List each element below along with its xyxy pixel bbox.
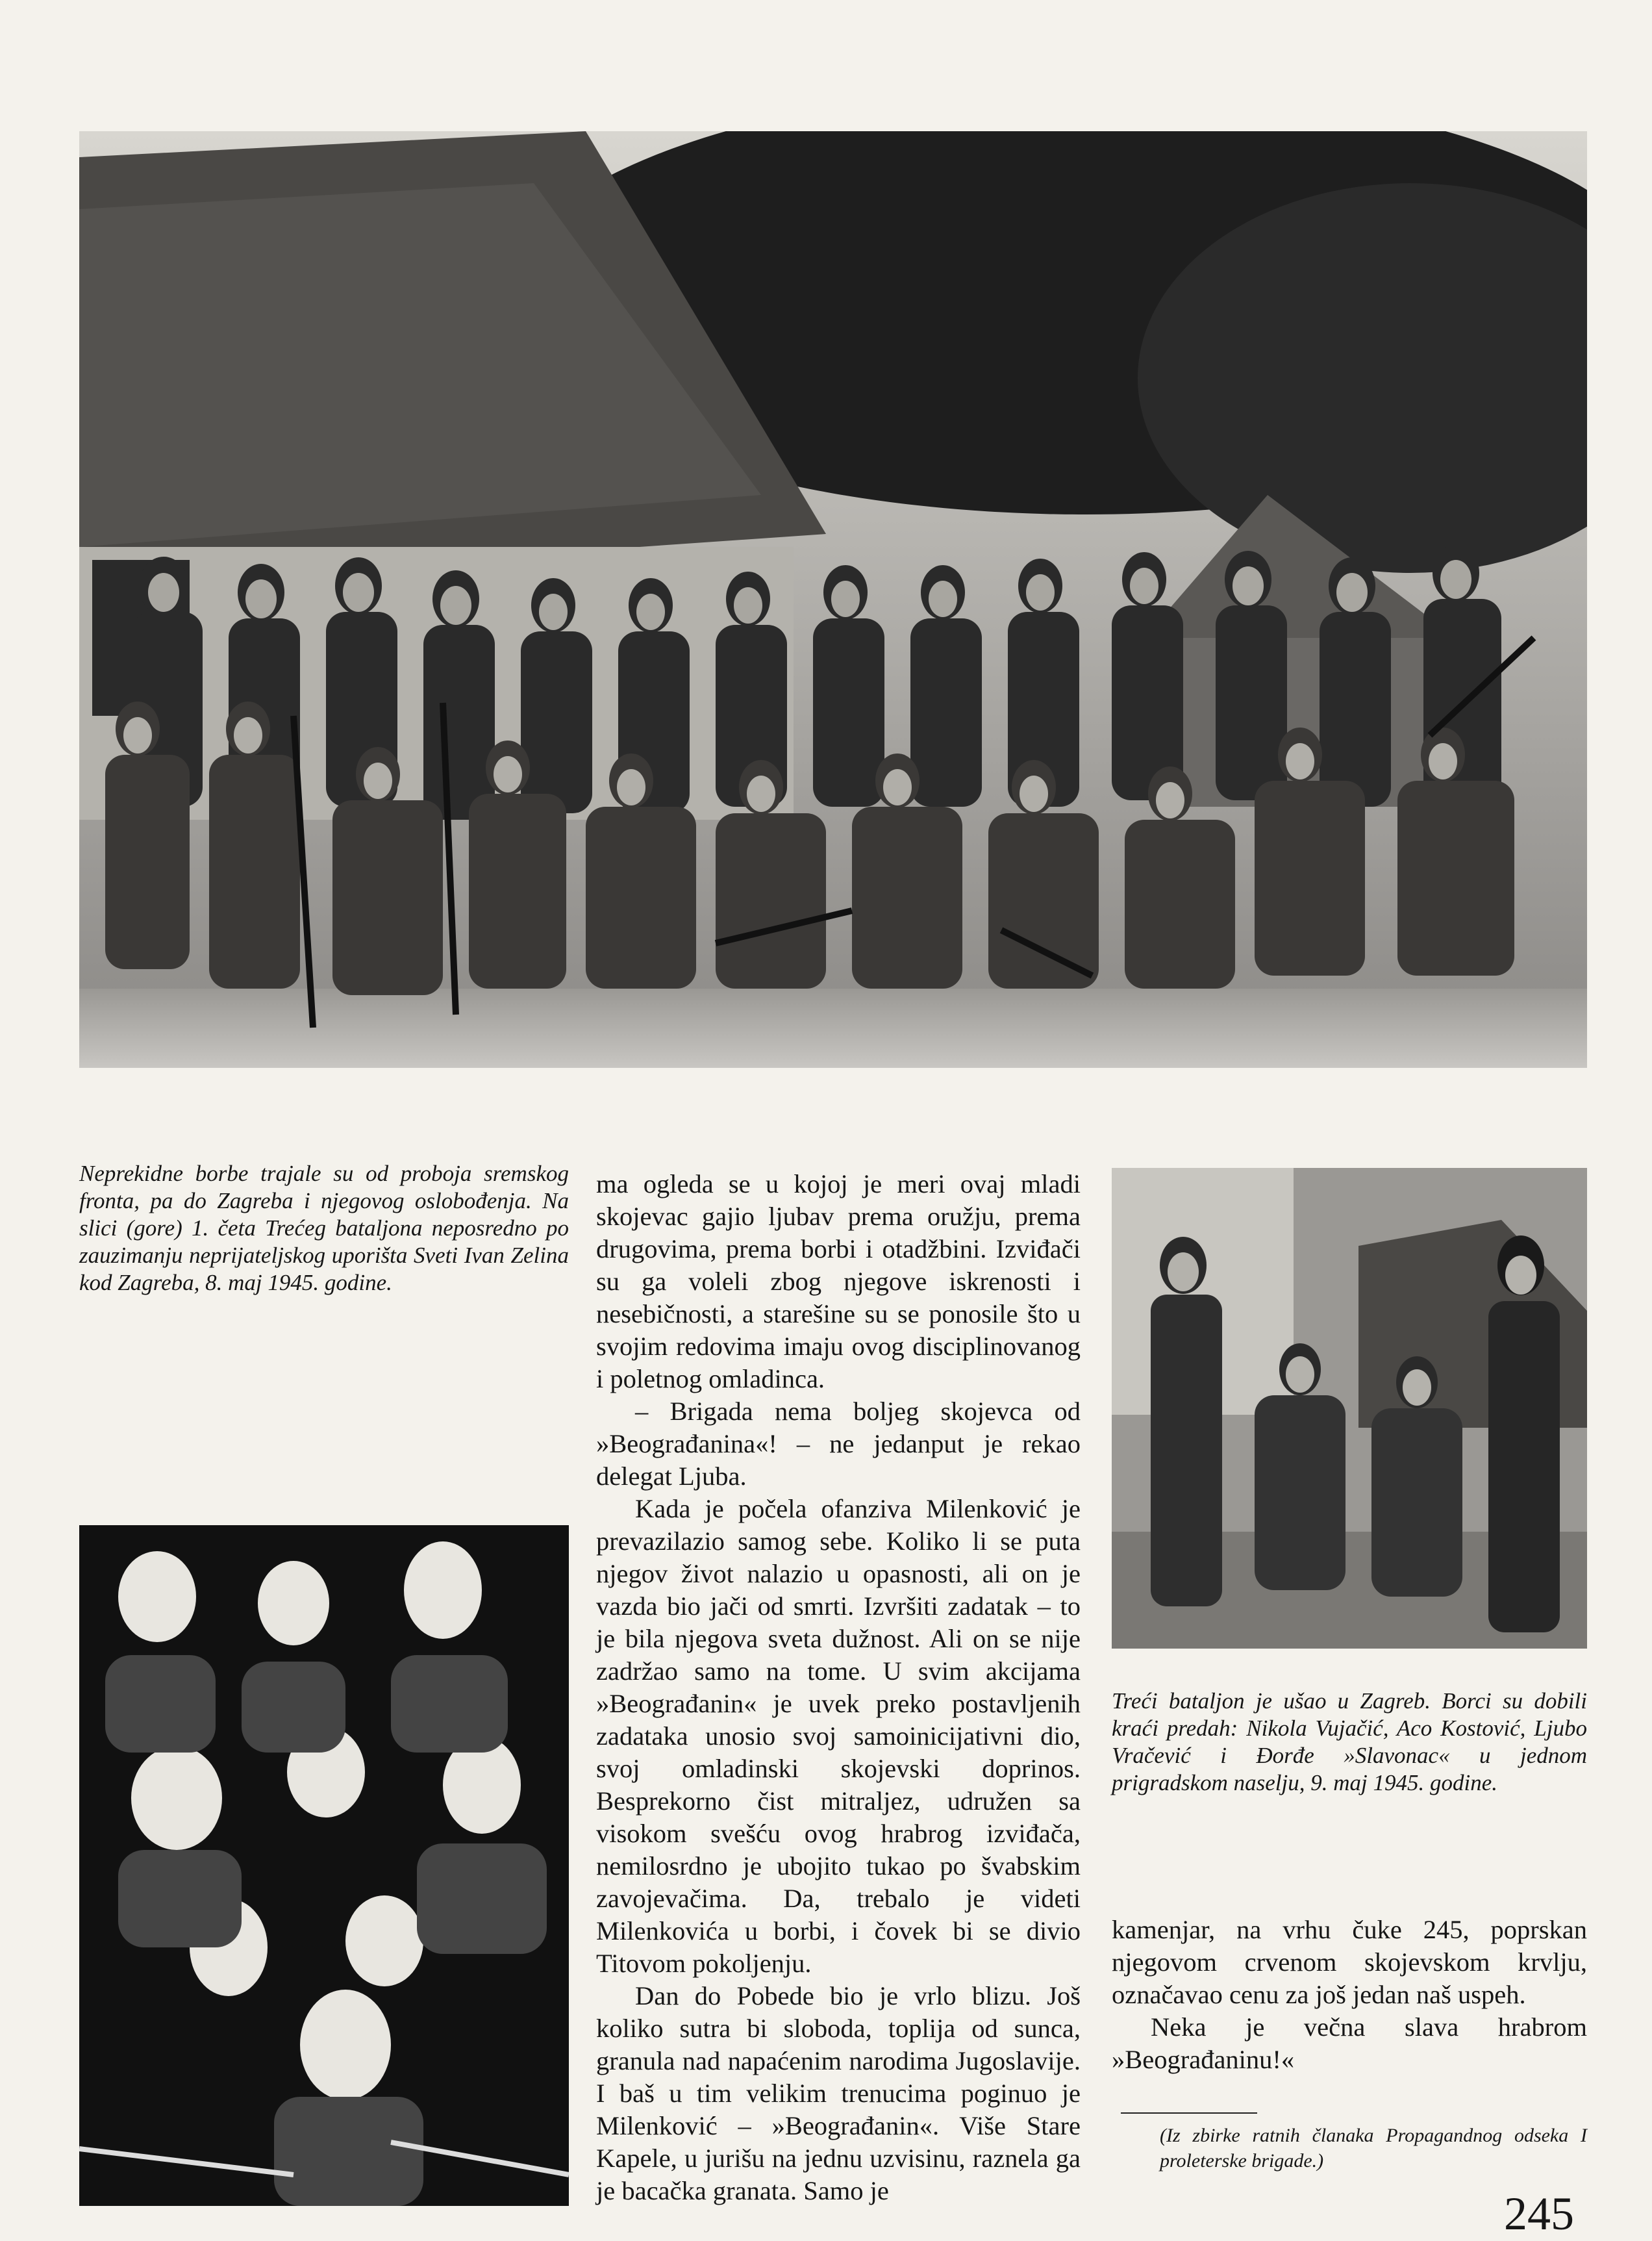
group-photo-icon: [79, 1525, 569, 2206]
right-photo: [1112, 1168, 1587, 1649]
paragraph-5: kamenjar, na vrhu čuke 245, poprskan njegovom crvenom skojevskom krvlju, označavao cenu za još jedan naš uspeh.: [1112, 1915, 1587, 2010]
footnote-rule: [1121, 2112, 1257, 2114]
group-photo-icon: [1112, 1168, 1587, 1649]
caption-top-photo: [79, 1160, 569, 1297]
paragraph-1: ma ogleda se u kojoj je meri ovaj mladi skojevac gajio ljubav prema oružju, prema drugovima, prema borbi i otadžbini. Izviđači su ga voleli zbog njegove iskrenosti i nesebičnosti, a starešine su se ponosile što u svojim redovima imaju ovog disciplinovanog i poletnog omladinca.: [596, 1169, 1081, 1394]
paragraph-4: Dan do Pobede bio je vrlo blizu. Još koliko sutra bi sloboda, toplija od sunca, granula nad napaćenim narodima Jugoslavije. I baš u tim velikim trenucima poginuo je Milenković – »Beograđanin«. Više Stare Kapele, u jurišu na jednu uzvisinu, raznela ga je bacačka granata. Samo je: [596, 1981, 1081, 2206]
paragraph-2: – Brigada nema boljeg skojevca od »Beograđanina«! – ne jedanput je rekao delegat Ljuba.: [596, 1397, 1081, 1491]
caption-right-text: Treći bataljon je ušao u Zagreb. Borci su dobili kraći predah: Nikola Vujačić, Aco Kostović, Ljubo Vračević i Đorđe »Slavonac« u jednom prigradskom naselju, 9. maj 1945. godine.: [1112, 1688, 1587, 1795]
paragraph-3: Kada je počela ofanziva Milenković je prevazilazio samog sebe. Koliko li se puta njegov život nalazio u opasnosti, ali on je vazda bio jači od smrti. Izvršiti zadatak – to je bila njegova sveta dužnost. Ali on se nije zadržao samo na tome. U svim akcijama »Beograđanin« je uvek preko postavljenih zadataka unosio svoj samoinicijativni dio, svoj omladinski skojevski doprinos. Besprekorno čist mitraljez, udružen sa visokom svešću ovog hrabrog izviđača, nemilosrdno je ubojito tukao po švabskim zavojevačima. Da, trebalo je videti Milenkovića u borbi, i čovek bi se divio Titovom pokoljenju.: [596, 1494, 1081, 1979]
bottom-left-photo: [79, 1525, 569, 2206]
caption-right-photo: [1112, 1688, 1587, 1797]
top-group-photo: [79, 131, 1587, 1068]
right-text-column: [1112, 1914, 1587, 2076]
source-note: (Iz zbirke ratnih članaka Propagandnog odseka I proleterske brigade.): [1160, 2125, 1587, 2171]
middle-text-column: [596, 1168, 1081, 2208]
paragraph-6: Neka je večna slava hrabrom »Beograđaninu!«: [1112, 2012, 1587, 2075]
caption-top-text: Neprekidne borbe trajale su od proboja sremskog fronta, pa do Zagreba i njegovog oslobođenja. Na slici (gore) 1. četa Trećeg bataljona neposredno po zauzimanju neprijateljskog uporišta Sveti Ivan Zelina kod Zagreba, 8. maj 1945. godine.: [79, 1161, 569, 1295]
page-number: 245: [1504, 2188, 1574, 2240]
group-photo-icon: [79, 131, 1587, 1068]
